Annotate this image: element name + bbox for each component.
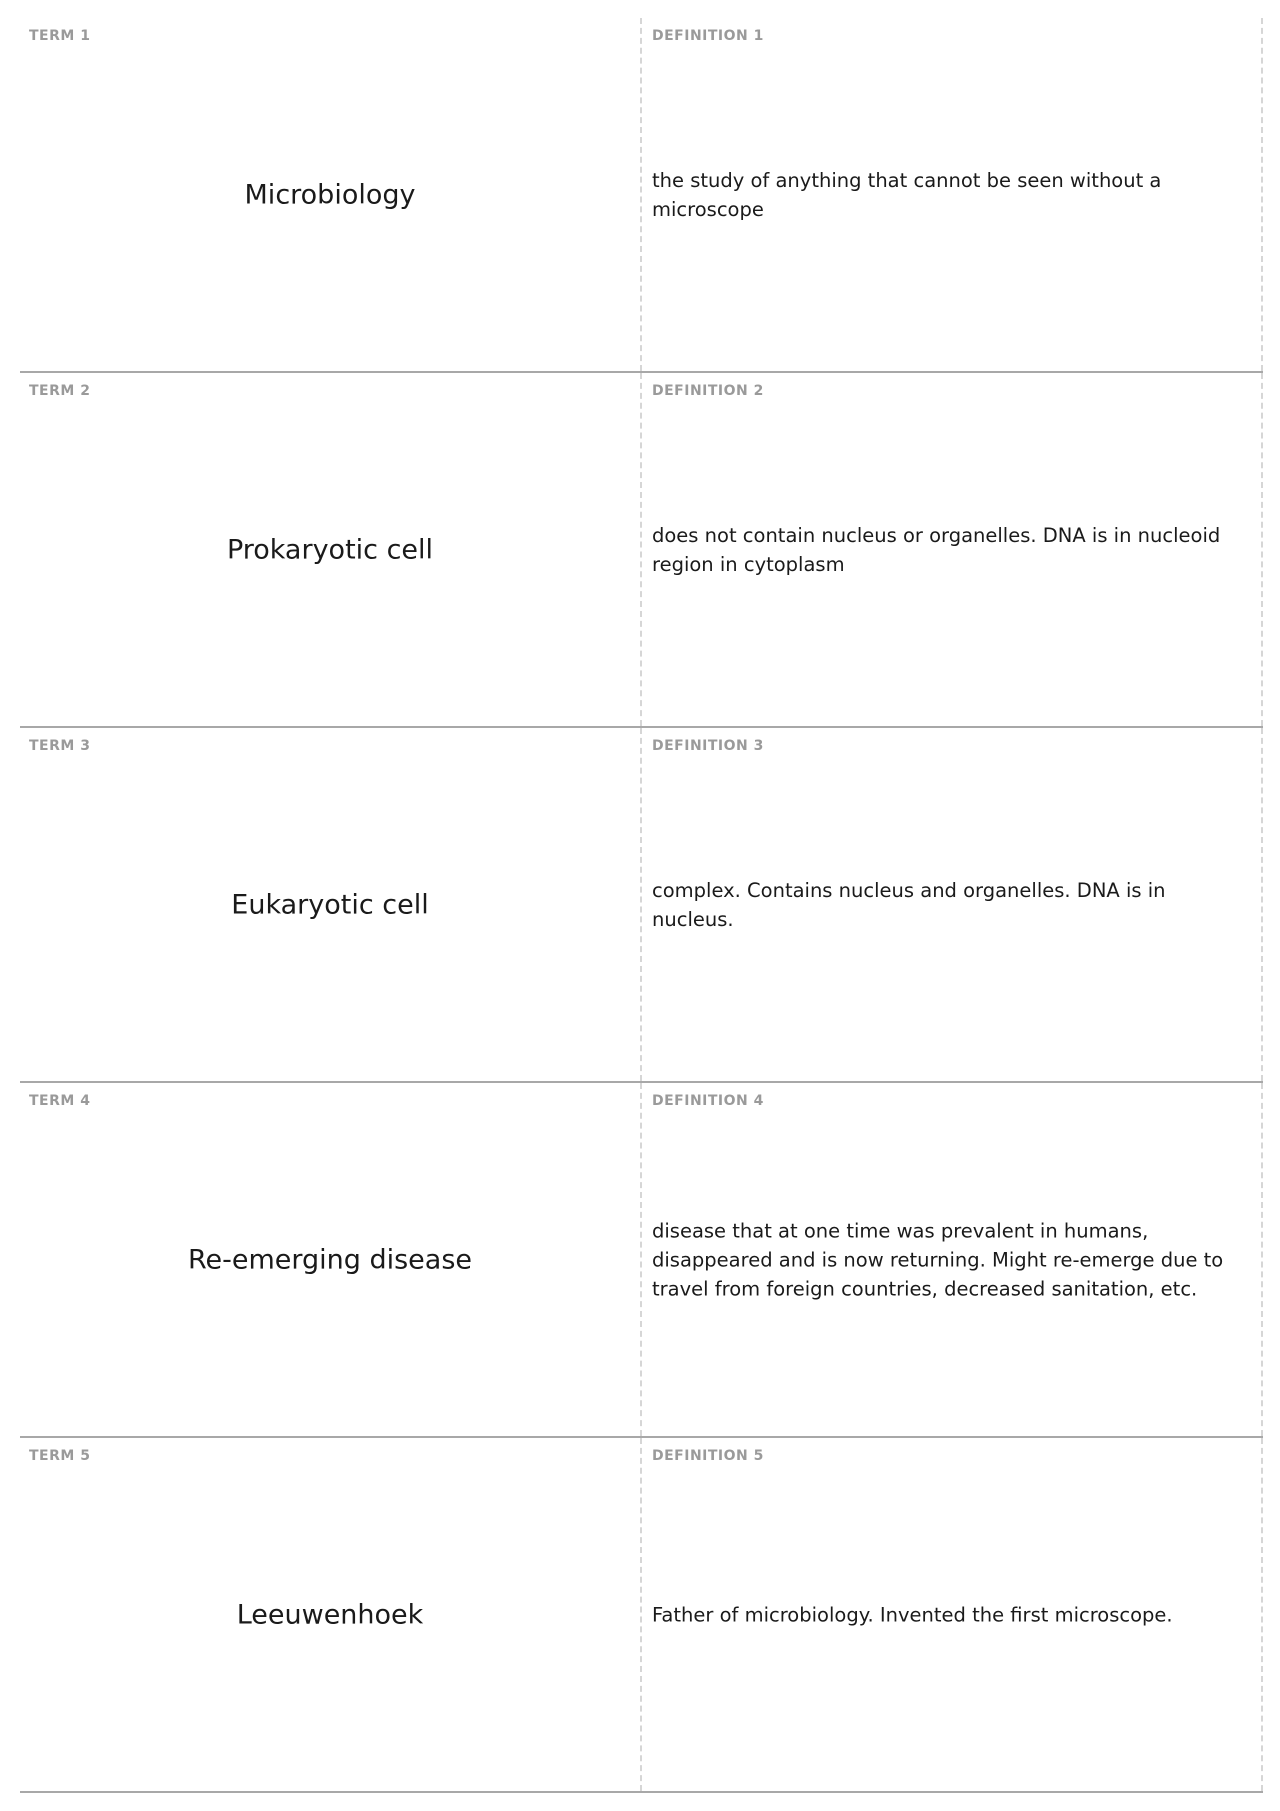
flashcard-sheet [20, 18, 1263, 1793]
flashcard-row-5 [20, 1438, 1263, 1793]
definition-cell [642, 1438, 1263, 1791]
term-label: TERM 5 [29, 1448, 91, 1464]
flashcard-row-4 [20, 1083, 1263, 1438]
definition-cell [642, 1083, 1263, 1436]
term-text: Eukaryotic cell [231, 889, 429, 920]
term-text: Leeuwenhoek [236, 1599, 424, 1630]
definition-text: the study of anything that cannot be seen without a microscope [652, 168, 1162, 221]
definition-text: complex. Contains nucleus and organelles. DNA is in nucleus. [652, 878, 1166, 931]
definition-cell [642, 18, 1263, 371]
definition-cell [642, 373, 1263, 726]
term-cell [20, 18, 642, 371]
term-text: Re-emerging disease [187, 1244, 473, 1275]
term-cell [20, 728, 642, 1081]
definition-text: does not contain nucleus or organelles. DNA is in nucleoid region in cytoplasm [652, 523, 1221, 576]
term-label: TERM 2 [29, 383, 91, 399]
flashcard-row-2 [20, 373, 1263, 728]
term-cell [20, 1083, 642, 1436]
definition-label: DEFINITION 4 [652, 1093, 764, 1109]
term-cell [20, 373, 642, 726]
term-label: TERM 4 [29, 1093, 91, 1109]
term-text: Prokaryotic cell [226, 534, 434, 565]
term-text: Microbiology [244, 179, 416, 210]
term-label: TERM 1 [29, 28, 91, 44]
definition-label: DEFINITION 3 [652, 738, 764, 754]
term-label: TERM 3 [29, 738, 91, 754]
definition-cell [642, 728, 1263, 1081]
term-cell [20, 1438, 642, 1791]
definition-text: Father of microbiology. Invented the first microscope. [652, 1603, 1173, 1626]
definition-label: DEFINITION 5 [652, 1448, 764, 1464]
definition-label: DEFINITION 2 [652, 383, 764, 399]
flashcard-row-1 [20, 18, 1263, 373]
flashcard-row-3 [20, 728, 1263, 1083]
definition-label: DEFINITION 1 [652, 28, 764, 44]
definition-text: disease that at one time was prevalent in humans, disappeared and is now returning. Might re-emerge due to travel from foreign countries, decreased sanitation, etc. [652, 1219, 1224, 1300]
